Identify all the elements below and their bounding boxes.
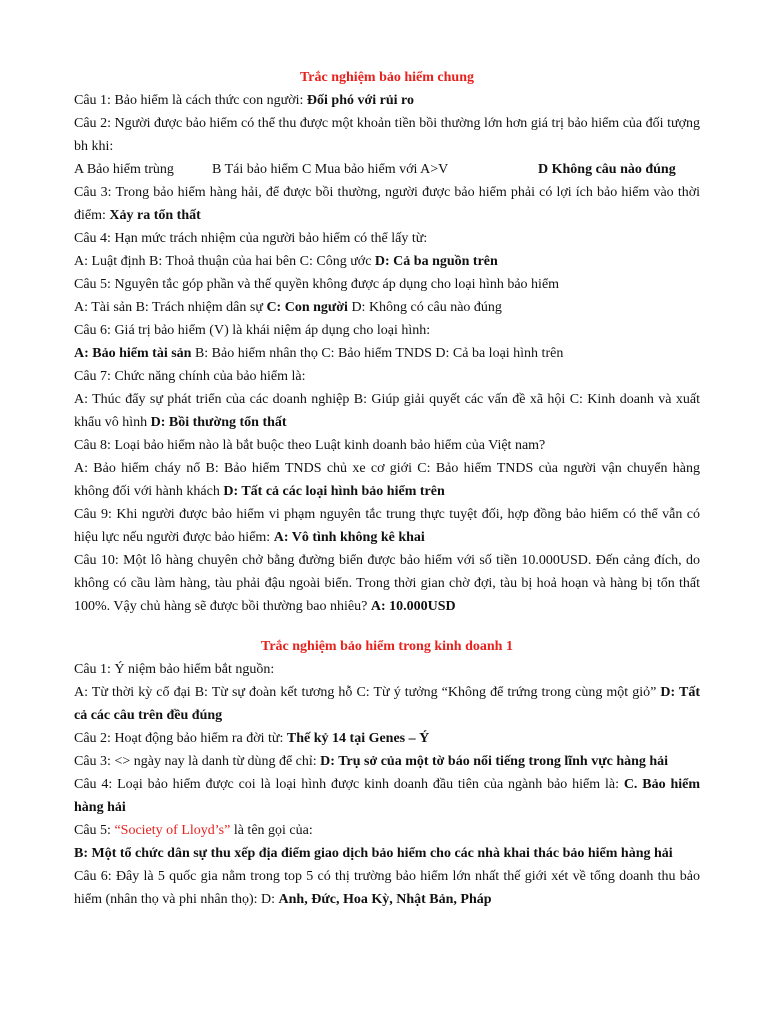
s2-q4: Câu 4: Loại bảo hiểm được coi là loại hình được kinh doanh đầu tiên của ngành bảo hiểm là: C. Bảo hiểm hàng hải [74, 777, 700, 815]
s1-q4: Câu 4: Hạn mức trách nhiệm của người bảo hiểm có thể lấy từ: [74, 231, 428, 246]
s1-q2-options: A Bảo hiểm trùng B Tái bảo hiểm C Mua bảo hiểm với A>V D Không câu nào đúng [74, 162, 676, 177]
s1-q8-options: A: Bảo hiểm cháy nổ B: Bảo hiểm TNDS chủ xe cơ giới C: Bảo hiểm TNDS của người vận chuyển hàng không đối với hành khách D: Tất cả các loại hình bảo hiểm trên [74, 461, 700, 499]
section2-title: Trắc nghiệm bảo hiểm trong kinh doanh 1 [261, 639, 513, 654]
s1-q6: Câu 6: Giá trị bảo hiểm (V) là khái niệm áp dụng cho loại hình: [74, 323, 431, 338]
s1-q5-options: A: Tài sản B: Trách nhiệm dân sự C: Con người D: Không có câu nào đúng [74, 300, 502, 315]
s2-q6: Câu 6: Đây là 5 quốc gia nằm trong top 5 có thị trường bảo hiểm lớn nhất thế giới xét về tổng doanh thu bảo hiểm (nhân thọ và phi nhân thọ): D: Anh, Đức, Hoa Kỳ, Nhật Bản, Pháp [74, 869, 700, 907]
s1-q5: Câu 5: Nguyên tắc góp phần và thế quyền không được áp dụng cho loại hình bảo hiểm [74, 277, 560, 292]
s1-q8: Câu 8: Loại bảo hiểm nào là bắt buộc theo Luật kinh doanh bảo hiểm của Việt nam? [74, 438, 546, 453]
s1-q2: Câu 2: Người được bảo hiểm có thể thu được một khoản tiền bồi thường lớn hơn giá trị bảo hiểm của đối tượng bh khi: [74, 116, 700, 154]
s2-q2: Câu 2: Hoạt động bảo hiểm ra đời từ: Thế kỷ 14 tại Genes – Ý [74, 731, 430, 746]
s1-q10: Câu 10: Một lô hàng chuyên chở bằng đường biển được bảo hiểm với số tiền 10.000USD. Đến cảng đích, do không có cầu làm hàng, tàu phải đậu ngoài biển. Trong thời gian chờ đợi, tàu bị hoả hoạn và hàng bị tổn thất 100%. Vậy chủ hàng sẽ được bồi thường bao nhiêu? A: 10.000USD [74, 553, 700, 614]
s2-q5: Câu 5: “Society of Lloyd’s” là tên gọi của: [74, 823, 313, 838]
s1-q7: Câu 7: Chức năng chính của bảo hiểm là: [74, 369, 306, 384]
s1-q9: Câu 9: Khi người được bảo hiểm vi phạm nguyên tắc trung thực tuyệt đối, hợp đồng bảo hiểm có thể vẫn có hiệu lực nếu người được bảo hiểm: A: Vô tình không kê khai [74, 507, 700, 545]
s2-q1: Câu 1: Ý niệm bảo hiểm bắt nguồn: [74, 662, 275, 677]
s2-q5-answer: B: Một tổ chức dân sự thu xếp địa điểm giao dịch bảo hiểm cho các nhà khai thác bảo hiểm hàng hải [74, 846, 673, 861]
s2-q1-options: A: Từ thời kỳ cổ đại B: Từ sự đoàn kết tương hỗ C: Từ ý tưởng “Không để trứng trong cùng một giỏ” D: Tất cả các câu trên đều đúng [74, 685, 700, 723]
s1-q4-options: A: Luật định B: Thoả thuận của hai bên C: Công ước D: Cả ba nguồn trên [74, 254, 498, 269]
section1-title: Trắc nghiệm bảo hiểm chung [300, 70, 474, 85]
s1-q6-options: A: Bảo hiểm tài sản B: Bảo hiểm nhân thọ C: Bảo hiểm TNDS D: Cả ba loại hình trên [74, 346, 564, 361]
s1-q7-options: A: Thúc đẩy sự phát triển của các doanh nghiệp B: Giúp giải quyết các vấn đề xã hội C: Kinh doanh và xuất khẩu vô hình D: Bồi thường tổn thất [74, 392, 700, 430]
lloyds-highlight: “Society of Lloyd’s” [114, 823, 231, 838]
s1-q1: Câu 1: Bảo hiểm là cách thức con người: Đối phó với rủi ro [74, 93, 414, 108]
s2-q3: Câu 3: <> ngày nay là danh từ dùng để chỉ: D: Trụ sở của một tờ báo nổi tiếng trong lĩnh vực hàng hải [74, 754, 669, 769]
s1-q3: Câu 3: Trong bảo hiểm hàng hải, để được bồi thường, người được bảo hiểm phải có lợi ích bảo hiểm vào thời điểm: Xảy ra tổn thất [74, 185, 700, 223]
